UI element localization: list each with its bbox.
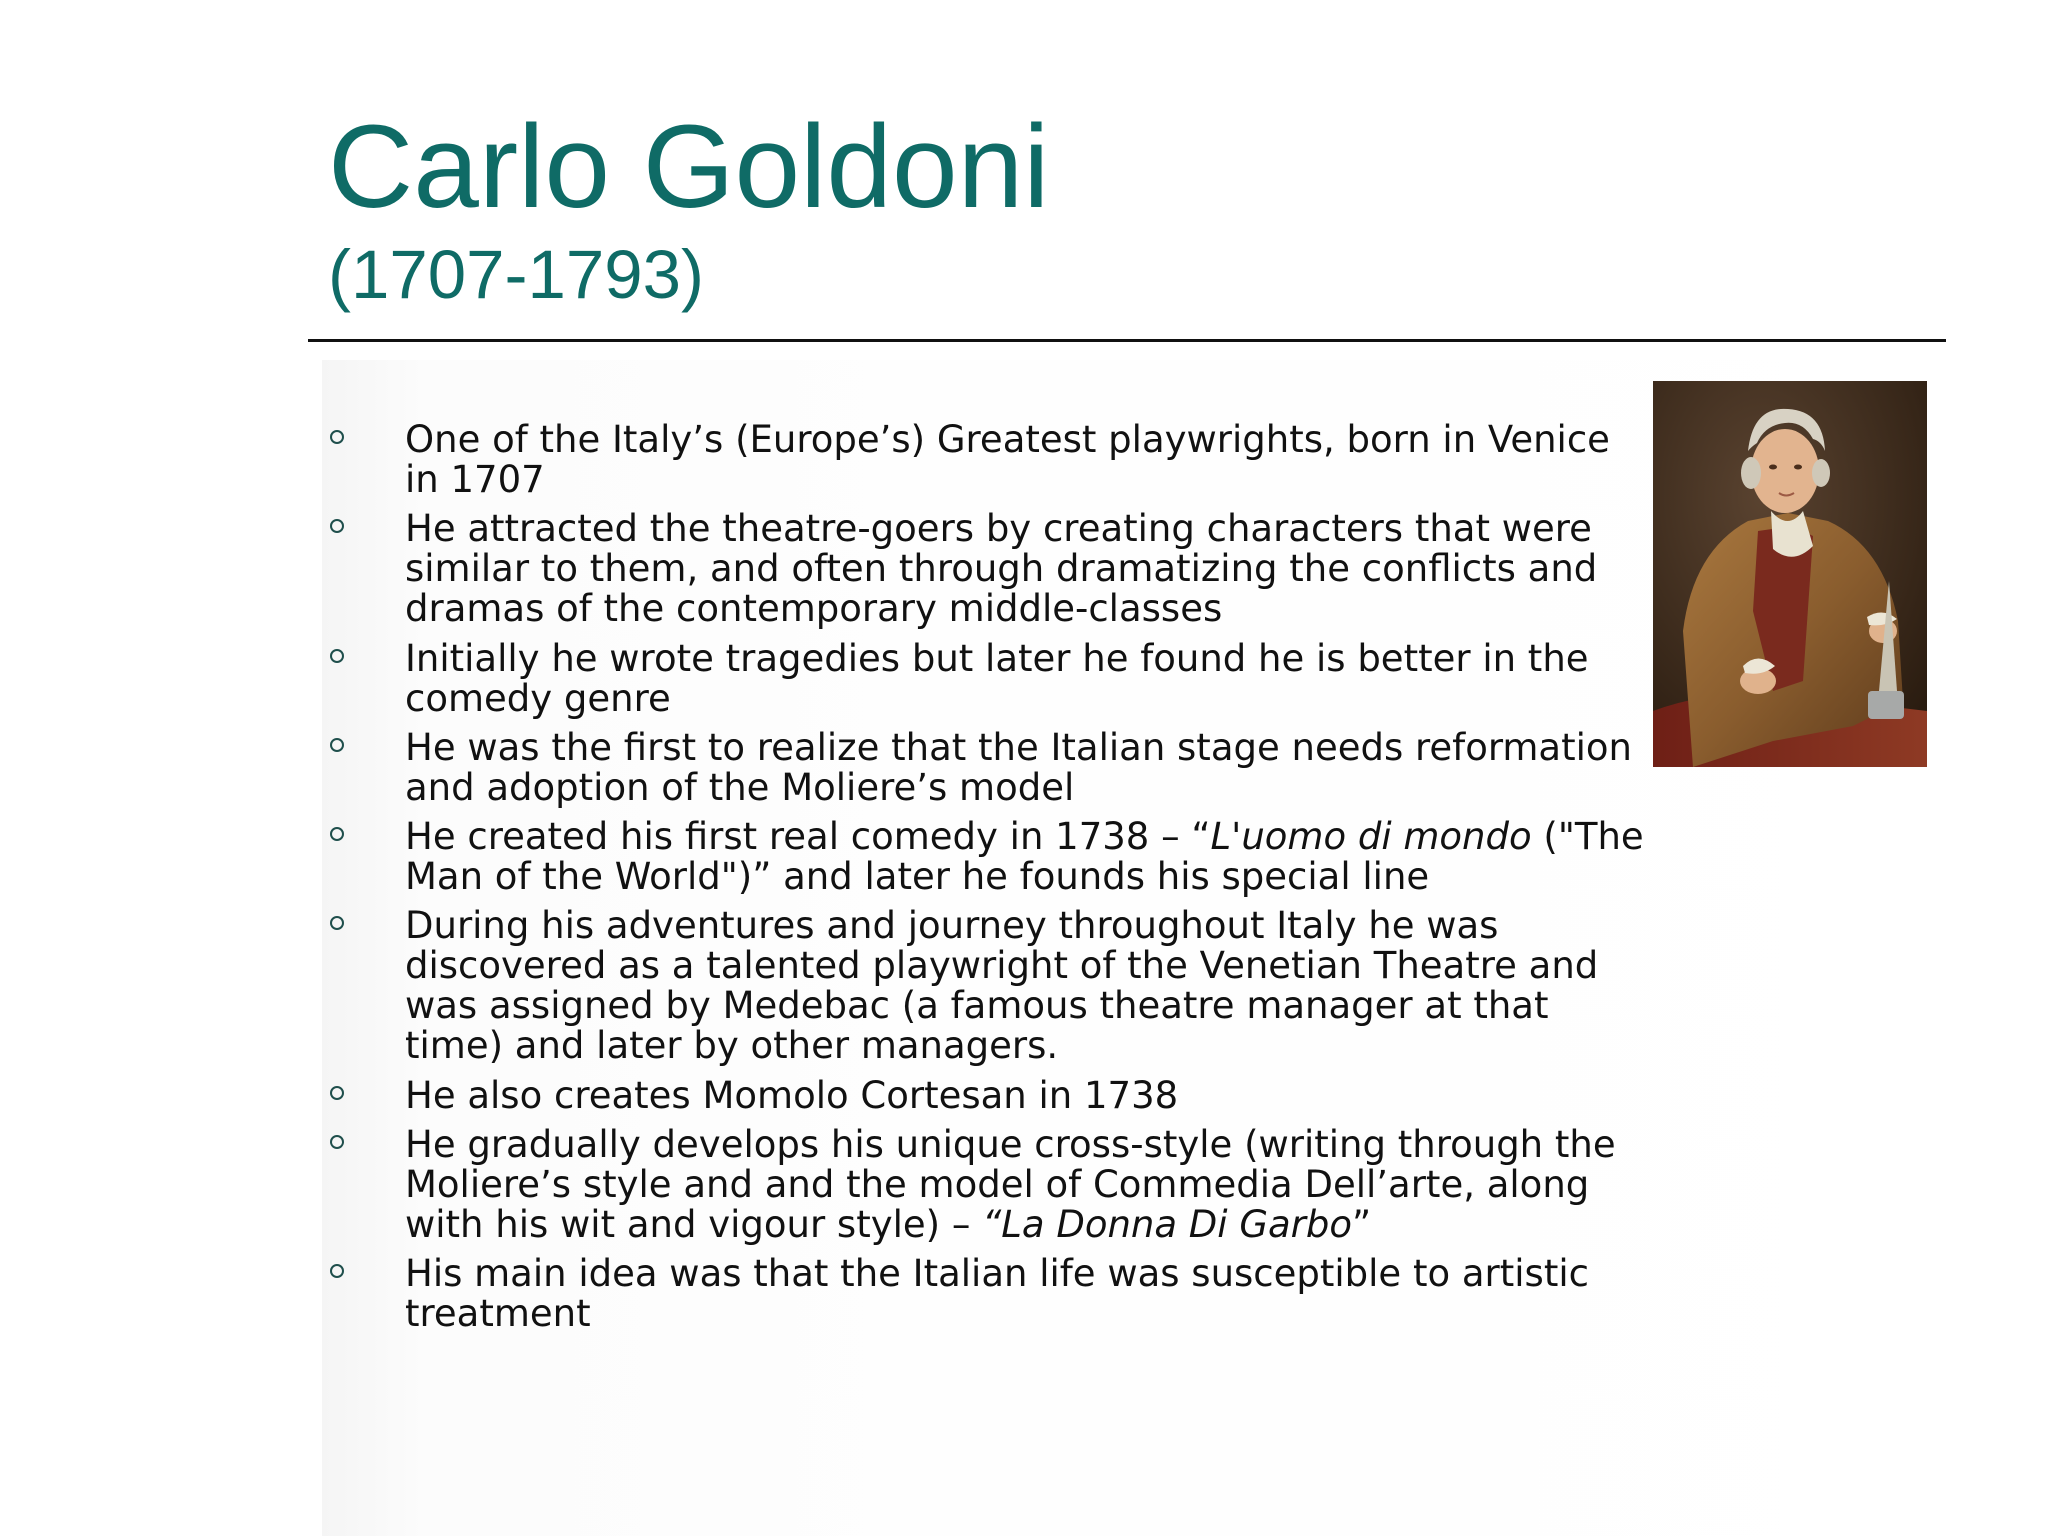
bullet-text-italic: L'uomo di mondo xyxy=(1210,815,1532,858)
bullet-text-segment: ("The Man of the World")” and later he founds his special line xyxy=(405,815,1644,898)
bullet-text-segment: He was the first to realize that the Italian stage needs reformation and adoption of the Moliere’s model xyxy=(405,726,1632,809)
bullet-circle-icon xyxy=(330,916,344,930)
bullet-text xyxy=(405,728,1645,808)
bullet-text xyxy=(405,509,1645,629)
bullet-text-segment: During his adventures and journey throughout Italy he was discovered as a talented playwright of the Venetian Theatre and was assigned by Medebac (a famous theatre manager at that time) and later by other managers. xyxy=(405,904,1599,1067)
bullet-text xyxy=(405,817,1645,897)
bullet-text xyxy=(405,1076,1645,1116)
bullet-text xyxy=(405,1125,1645,1245)
bullet-text-segment: He gradually develops his unique cross-style (writing through the Moliere’s style and and the model of Commedia Dell’arte, along with his wit and vigour style) – xyxy=(405,1123,1616,1246)
bullet-text xyxy=(405,906,1645,1066)
bullet-text-segment: One of the Italy’s (Europe’s) Greatest playwrights, born in Venice in 1707 xyxy=(405,418,1610,501)
bullet-text-segment: He created his first real comedy in 1738 – “ xyxy=(405,815,1211,858)
bullet-text-italic: “La Donna Di Garbo xyxy=(982,1203,1353,1246)
bullet-text xyxy=(405,639,1645,719)
bullet-circle-icon xyxy=(330,649,344,663)
bullet-text-segment: His main idea was that the Italian life was susceptible to artistic treatment xyxy=(405,1252,1589,1335)
bullet-text xyxy=(405,420,1645,500)
portrait-image xyxy=(1653,381,1927,767)
title-divider xyxy=(308,339,1946,342)
bullet-text-segment: He attracted the theatre-goers by creating characters that were similar to them, and often through dramatizing the conflicts and dramas of the contemporary middle-classes xyxy=(405,507,1598,630)
bullet-circle-icon xyxy=(330,1086,344,1100)
slide-subtitle: (1707-1793) xyxy=(328,236,704,313)
bullet-text-segment: Initially he wrote tragedies but later he found he is better in the comedy genre xyxy=(405,637,1589,720)
bullet-text xyxy=(405,1254,1645,1334)
bullet-circle-icon xyxy=(330,827,344,841)
bullet-circle-icon xyxy=(330,1264,344,1278)
bullet-circle-icon xyxy=(330,1135,344,1149)
slide-title: Carlo Goldoni xyxy=(328,101,1050,233)
bullet-text-segment: ” xyxy=(1352,1203,1372,1246)
bullet-circle-icon xyxy=(330,430,344,444)
bullet-text-segment: He also creates Momolo Cortesan in 1738 xyxy=(405,1074,1179,1117)
bullet-circle-icon xyxy=(330,519,344,533)
bullet-circle-icon xyxy=(330,738,344,752)
